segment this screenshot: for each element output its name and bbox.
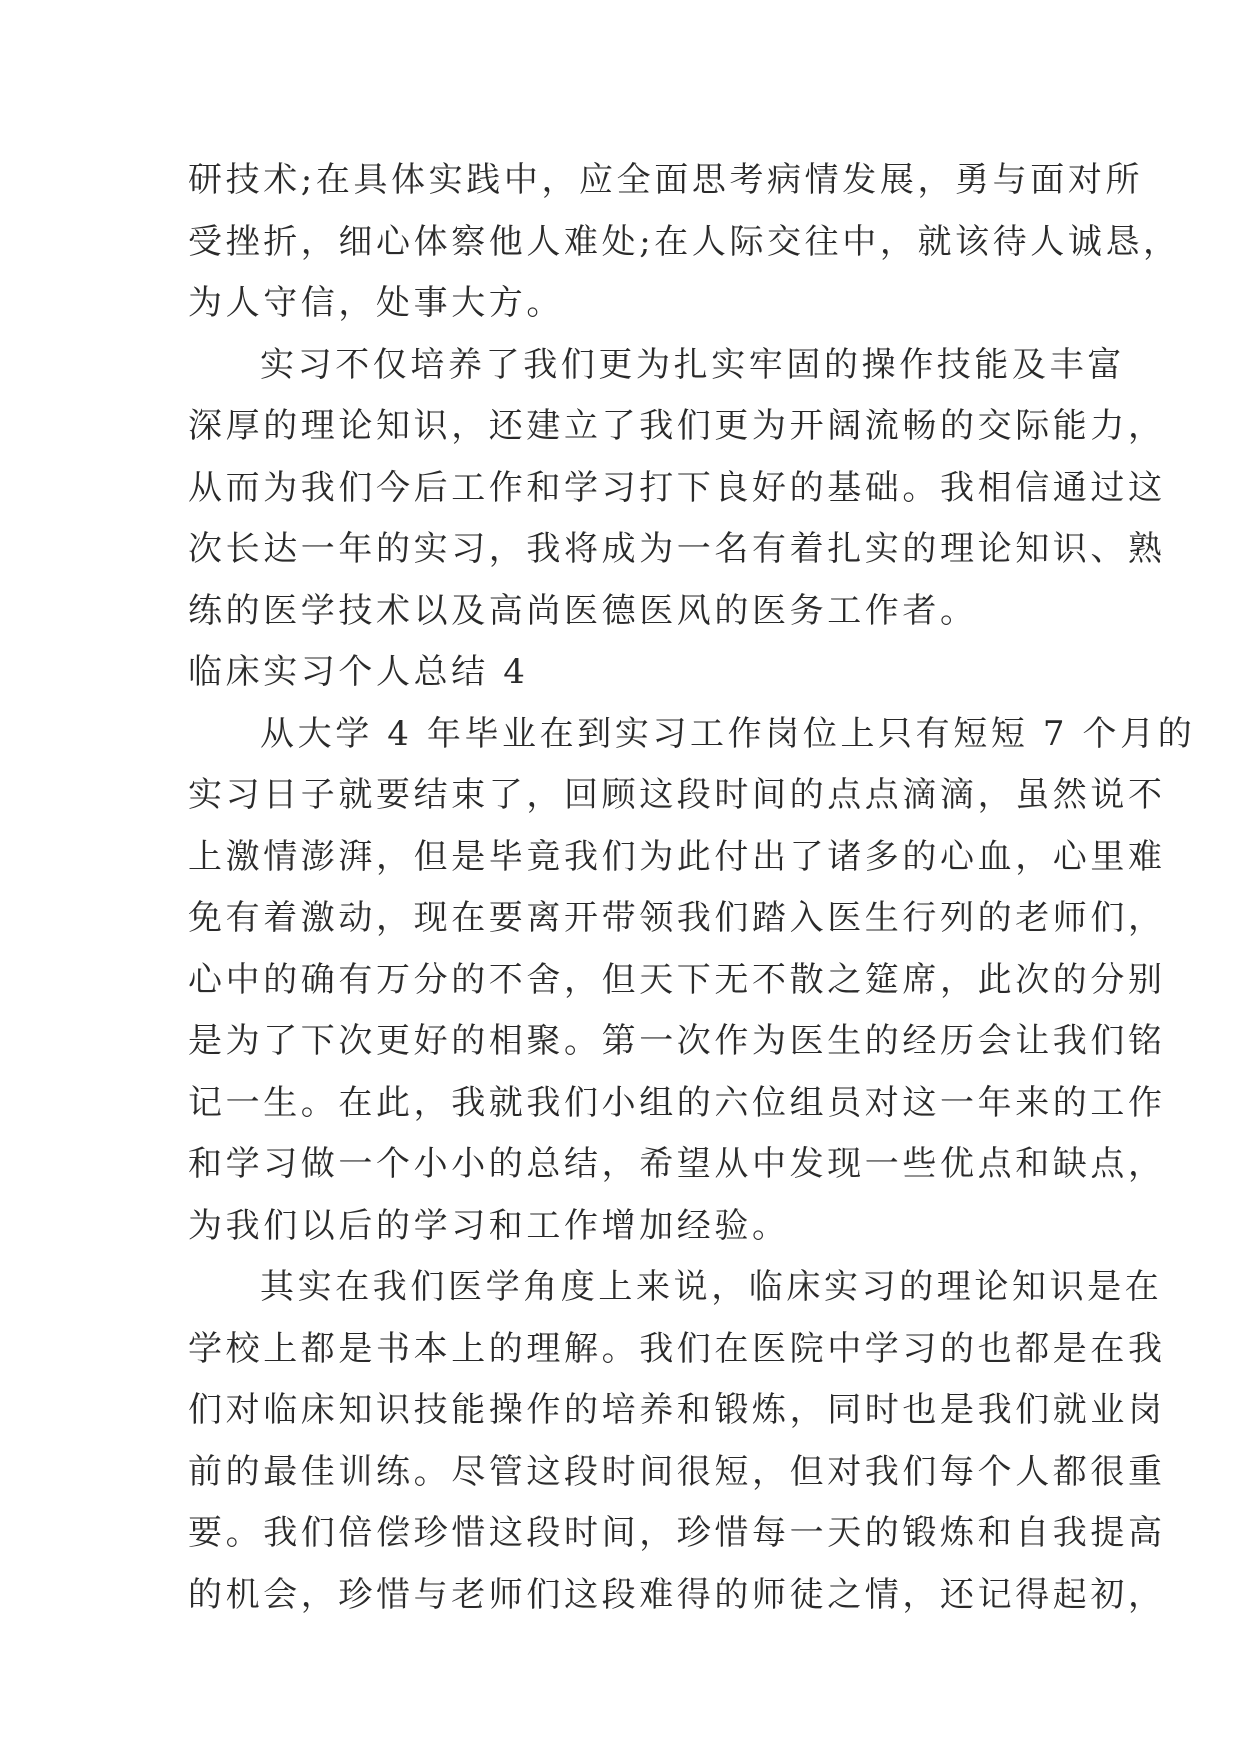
text-line: 和学习做一个小小的总结，希望从中发现一些优点和缺点， <box>188 1144 1166 1184</box>
text-line: 是为了下次更好的相聚。第一次作为医生的经历会让我们铭 <box>188 1021 1166 1061</box>
text-line: 心中的确有万分的不舍，但天下无不散之筵席，此次的分别 <box>188 959 1166 1000</box>
text-line: 深厚的理论知识，还建立了我们更为开阔流畅的交际能力， <box>188 406 1166 446</box>
text-line: 实习日子就要结束了，回顾这段时间的点点滴滴，虽然说不 <box>188 775 1166 815</box>
text-line: 从大学 4 年毕业在到实习工作岗位上只有短短 7 个月的 <box>260 713 1196 754</box>
paragraph-internship-benefits <box>188 335 1166 643</box>
text-line: 练的医学技术以及高尚医德医风的医务工作者。 <box>188 590 978 631</box>
text-line: 受挫折，细心体察他人难处;在人际交往中，就该待人诚恳， <box>188 221 1181 262</box>
text-line: 次长达一年的实习，我将成为一名有着扎实的理论知识、熟 <box>188 529 1166 569</box>
text-line: 为我们以后的学习和工作增加经验。 <box>188 1205 790 1246</box>
text-line: 其实在我们医学角度上来说，临床实习的理论知识是在 <box>260 1267 1163 1307</box>
document-body <box>188 150 1196 1626</box>
paragraph-graduation <box>188 704 1196 1258</box>
paragraph-medical-perspective <box>188 1257 1166 1626</box>
text-line: 免有着激动，现在要离开带领我们踏入医生行列的老师们， <box>188 898 1166 938</box>
section-heading <box>188 642 1068 704</box>
paragraph-continued <box>188 150 1181 335</box>
text-line: 为人守信，处事大方。 <box>188 283 564 323</box>
text-line: 记一生。在此，我就我们小组的六位组员对这一年来的工作 <box>188 1082 1166 1123</box>
text-line: 实习不仅培养了我们更为扎实牢固的操作技能及丰富 <box>260 344 1125 385</box>
text-line: 上激情澎湃，但是毕竟我们为此付出了诸多的心血，心里难 <box>188 836 1166 877</box>
section-title: 临床实习个人总结 4 <box>188 652 529 692</box>
text-line: 们对临床知识技能操作的培养和锻炼，同时也是我们就业岗 <box>188 1390 1166 1430</box>
text-line: 要。我们倍偿珍惜这段时间，珍惜每一天的锻炼和自我提高 <box>188 1513 1166 1553</box>
text-line: 的机会，珍惜与老师们这段难得的师徒之情，还记得起初， <box>188 1574 1166 1615</box>
text-line: 前的最佳训练。尽管这段时间很短，但对我们每个人都很重 <box>188 1451 1166 1492</box>
text-line: 从而为我们今后工作和学习打下良好的基础。我相信通过这 <box>188 467 1166 508</box>
text-line: 研技术;在具体实践中，应全面思考病情发展，勇与面对所 <box>188 160 1144 200</box>
text-line: 学校上都是书本上的理解。我们在医院中学习的也都是在我 <box>188 1328 1166 1369</box>
